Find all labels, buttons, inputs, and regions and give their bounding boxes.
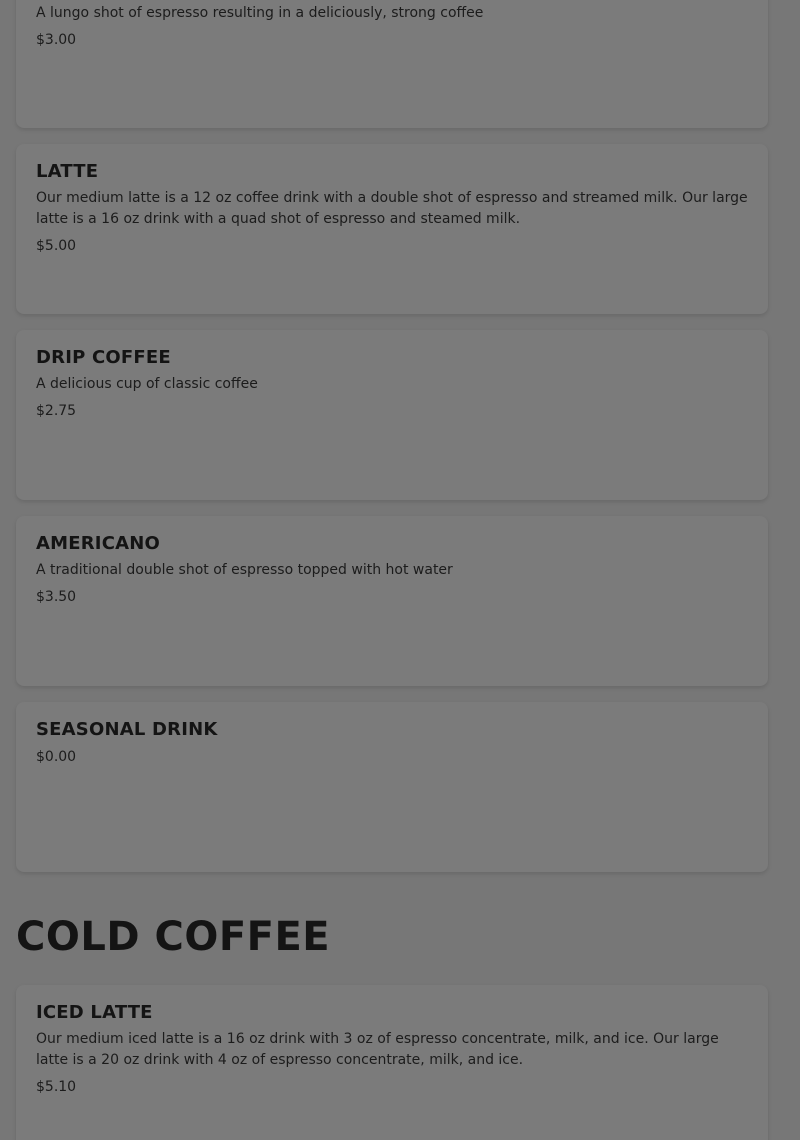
item-price: $5.10 [36,1079,77,1095]
item-name: AMERICANO [36,533,161,554]
item-description: A delicious cup of classic coffee [36,376,258,392]
item-name: SEASONAL DRINK [36,719,218,740]
item-description: A traditional double shot of espresso topped with hot water [36,562,453,578]
item-name: DRIP COFFEE [36,347,171,368]
menu-item-card-iced-latte[interactable] [16,985,768,1140]
item-description: Our medium iced latte is a 16 oz drink with 3 oz of espresso concentrate, milk, and ice. Our large latte is a 20 oz drink with 4 oz of espresso concentrate, milk, and ice. [36,1031,719,1068]
menu-item-card-americano[interactable] [16,516,768,686]
item-price: $5.00 [36,238,77,254]
item-name: LATTE [36,161,99,182]
menu-item-card-seasonal-drink[interactable] [16,702,768,872]
menu-item-card[interactable] [16,0,768,128]
section-title-cold-coffee: COLD COFFEE [16,914,331,960]
item-price: $3.00 [36,32,77,48]
item-price: $2.75 [36,403,77,419]
item-name: ICED LATTE [36,1002,153,1023]
item-description: Our medium latte is a 12 oz coffee drink with a double shot of espresso and streamed milk. Our large latte is a 16 oz drink with a quad shot of espresso and steamed milk. [36,190,748,227]
item-price: $0.00 [36,749,77,765]
item-price: $3.50 [36,589,77,605]
item-description: A lungo shot of espresso resulting in a deliciously, strong coffee [36,5,484,21]
menu-item-card-latte[interactable] [16,144,768,314]
menu-item-card-drip-coffee[interactable] [16,330,768,500]
